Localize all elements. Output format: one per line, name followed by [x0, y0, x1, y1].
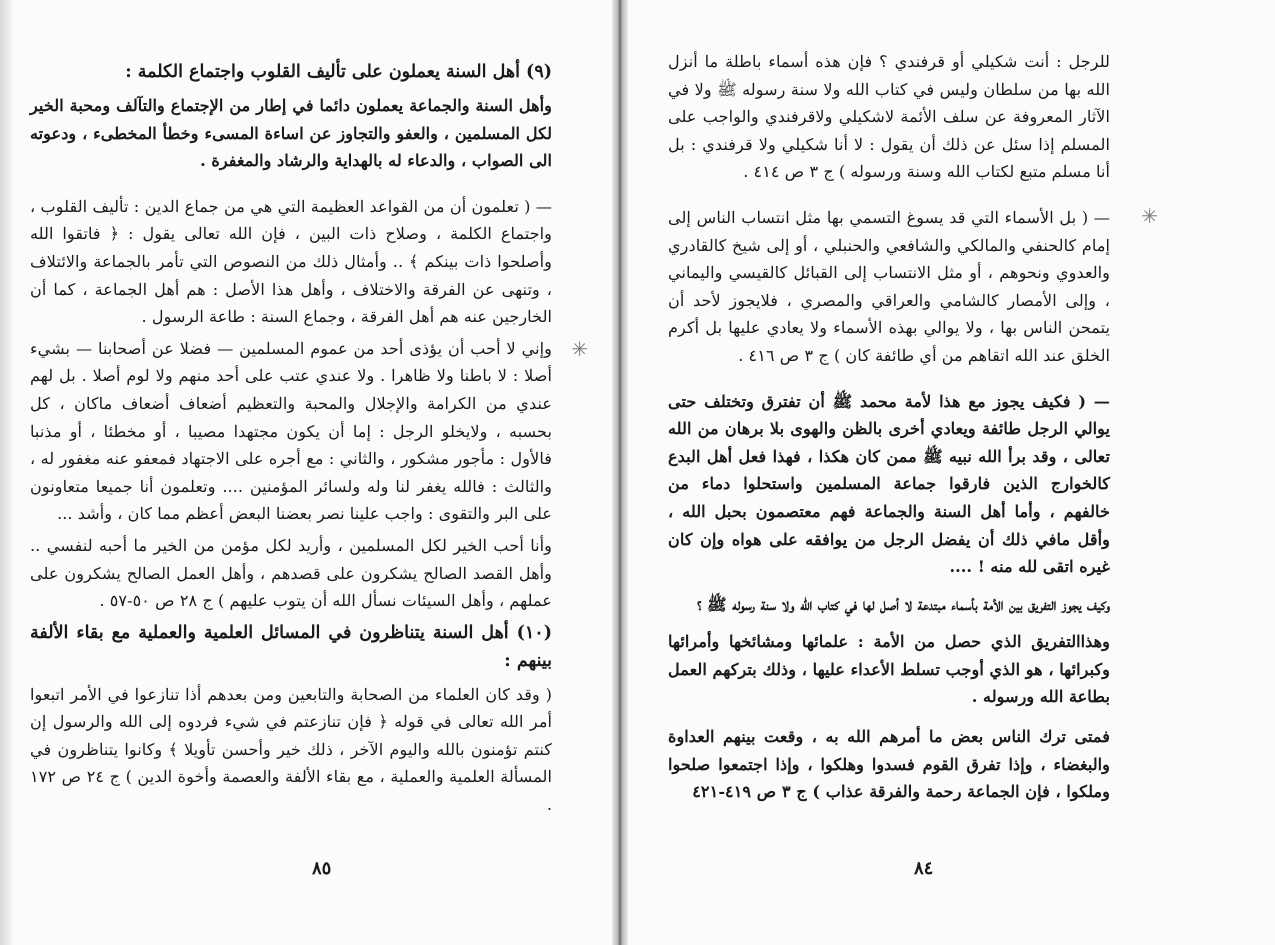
paragraph-1: للرجل : أنت شكيلي أو قرفندي ؟ فإن هذه أسماء باطلة ما أنزل الله بها من سلطان وليس في كتاب الله ولا سنة رسوله ﷺ ولا في الآثار المعروفة عن سلف الأئمة لاشكيلي ولاقرفندي والواجب على المسلم إذا سئل عن ذلك أن يقول : لا أنا شكيلي ولا قرفندي : بل أنا مسلم متبع لكتاب الله وسنة ورسوله ) ج ٣ ص ٤١٤ . [668, 52, 1110, 182]
asterisk-marker-icon: ✳ [1141, 203, 1158, 228]
paragraph-3: — ( فكيف يجوز مع هذا لأمة محمد ﷺ أن تفترق وتختلف حتى يوالي الرجل طائفة ويعادي أخرى بالظن والهوى بلا برهان من الله تعالى ، وقد برأ الله نبيه ﷺ ممن كان هكذا ، فهذا فعل أهل البدع كالخوارج الذين فارقوا جماعة المسلمين واستحلوا دماء من خالفهم ، وأما أهل السنة والجماعة فهم معتصمون بحبل الله ، وأقل مافي ذلك أن يفضل الرجل من يوافقه على هواه وإن كان غيره اتقى لله منه ! .... [668, 391, 1110, 577]
quote-paragraph-3: وأنا أحب الخير لكل المسلمين ، وأريد لكل مؤمن من الخير ما أحبه لنفسي .. وأهل القصد الصالح يشكرون على قصدهم ، وأهل العمل الصالح يشكرون على عملهم ، وأهل السيئات نسأل الله أن يتوب عليهم ) ج ٢٨ ص ٥٠-٥٧ . [30, 535, 552, 611]
section-heading-9: (٩) أهل السنة يعملون على تأليف القلوب واجتماع الكلمة : [125, 62, 552, 82]
book-gutter [612, 0, 628, 945]
paragraph-2: — ( بل الأسماء التي قد يسوغ التسمي بها مثل انتساب الناس إلى إمام كالحنفي والمالكي والشافعي والحنبلي ، أو إلى شيخ كالقادري والعدوي ونحوهم ، أو مثل الانتساب إلى القبائل كالقيسي واليماني ، وإلى الأمصار كالشامي والعراقي والمصري ، فلايجوز لأحد أن يتمحن الناس بها ، ولا يوالي بهذه الأسماء ولا يعادي عليها بل أكرم الخلق عند الله اتقاهم من أي طائفة كان ) ج ٣ ص ٤١٦ . [668, 207, 1110, 365]
paragraph-6: فمتى ترك الناس بعض ما أمرهم الله به ، وقعت بينهم العداوة والبغضاء ، وإذا تفرق القوم فسدوا وهلكوا ، وإذا اجتمعوا صلحوا وملكوا ، فإن الجماعة رحمة والفرقة عذاب ) ج ٣ ص ٤١٩-٤٢١ [668, 727, 1110, 802]
paragraph-2-block [668, 203, 1158, 370]
quote-2-block [30, 335, 588, 528]
section-heading-10: (١٠) أهل السنة يتناظرون في المسائل العلمية والعملية مع بقاء الألفة بينهم : [30, 622, 552, 671]
quote-paragraph-2: وإني لا أحب أن يؤذى أحد من عموم المسلمين — فضلا عن أصحابنا — بشيء أصلا : لا باطنا ولا ظاهرا . ولا عندي عتب على أحد منهم ولا لوم أصلا . بل لهم عندي من الكرامة والإجلال والمحبة والتعظيم أضعاف أضعاف ماكان ، كل بحسبه ، ولايخلو الرجل : إما أن يكون مجتهدا مصيبا ، أو مخطئا ، أو مذنبا فالأول : مأجور مشكور ، والثاني : مع أجره على الاجتهاد فمعفو عنه مغفور له ، والثالث : فالله يغفر لنا وله ولسائر المؤمنين .... وتعلمون أنا جميعا متعاونون على البر والتقوى : واجب علينا نصر بعضنا البعض أعظم مما كان ، وأشد ... [30, 338, 552, 524]
quote-paragraph-1: — ( تعلمون أن من القواعد العظيمة التي هي من جماع الدين : تأليف القلوب ، واجتماع الكلمة ، وصلاح ذات البين ، فإن الله تعالى يقول : ﴿ فاتقوا الله وأصلحوا ذات بينكم ﴾ .. وأمثال ذلك من النصوص التي تأمر بالجماعة والائتلاف ، وتنهى عن الفرقة والاختلاف ، وأهل هذا الأصل : هم أهل الجماعة ، كما أن الخارجين عنه هم أهل الفرقة ، وجماع السنة : طاعة الرسول . [30, 196, 552, 327]
asterisk-marker-icon: ✳ [571, 336, 588, 361]
paragraph-4: وكيف يجوز التفريق بين الأمة بأسماء مبتدعة لا أصل لها في كتاب الله ولا سنة رسوله ﷺ ؟ [696, 594, 1110, 614]
intro-paragraph: وأهل السنة والجماعة يعملون دائما في إطار من الإجتماع والتآلف ومحبة الخير لكل المسلمين ، والعفو والتجاوز عن اساءة المسىء وخطأ المخطىء ، ودعوته الى الصواب ، والدعاء له بالهداية والرشاد والمغفرة . [30, 96, 552, 171]
page-84 [628, 0, 1275, 945]
page-number: ٨٥ [312, 858, 332, 879]
paragraph-5: وهذاالتفريق الذي حصل من الأمة : علمائها ومشائخها وأمرائها وكبرائها ، هو الذي أوجب تسلط الأعداء عليها ، وذلك بتركهم العمل بطاعة الله ورسوله . [668, 632, 1110, 707]
quote-paragraph-4: ( وقد كان العلماء من الصحابة والتابعين ومن بعدهم أذا تنازعوا في الأمر اتبعوا أمر الله تعالى في قوله ﴿ فإن تنازعتم في شيء فردوه إلى الله والرسول إن كنتم تؤمنون بالله واليوم الآخر ، ذلك خير وأحسن تأويلا ﴾ وكانوا يتناظرون في المسألة العلمية والعملية ، مع بقاء الألفة والعصمة وأخوة الدين ) ج ٢٤ ص ١٧٢ . [30, 684, 552, 815]
page-number: ٨٤ [914, 858, 934, 879]
page-85 [0, 0, 612, 945]
